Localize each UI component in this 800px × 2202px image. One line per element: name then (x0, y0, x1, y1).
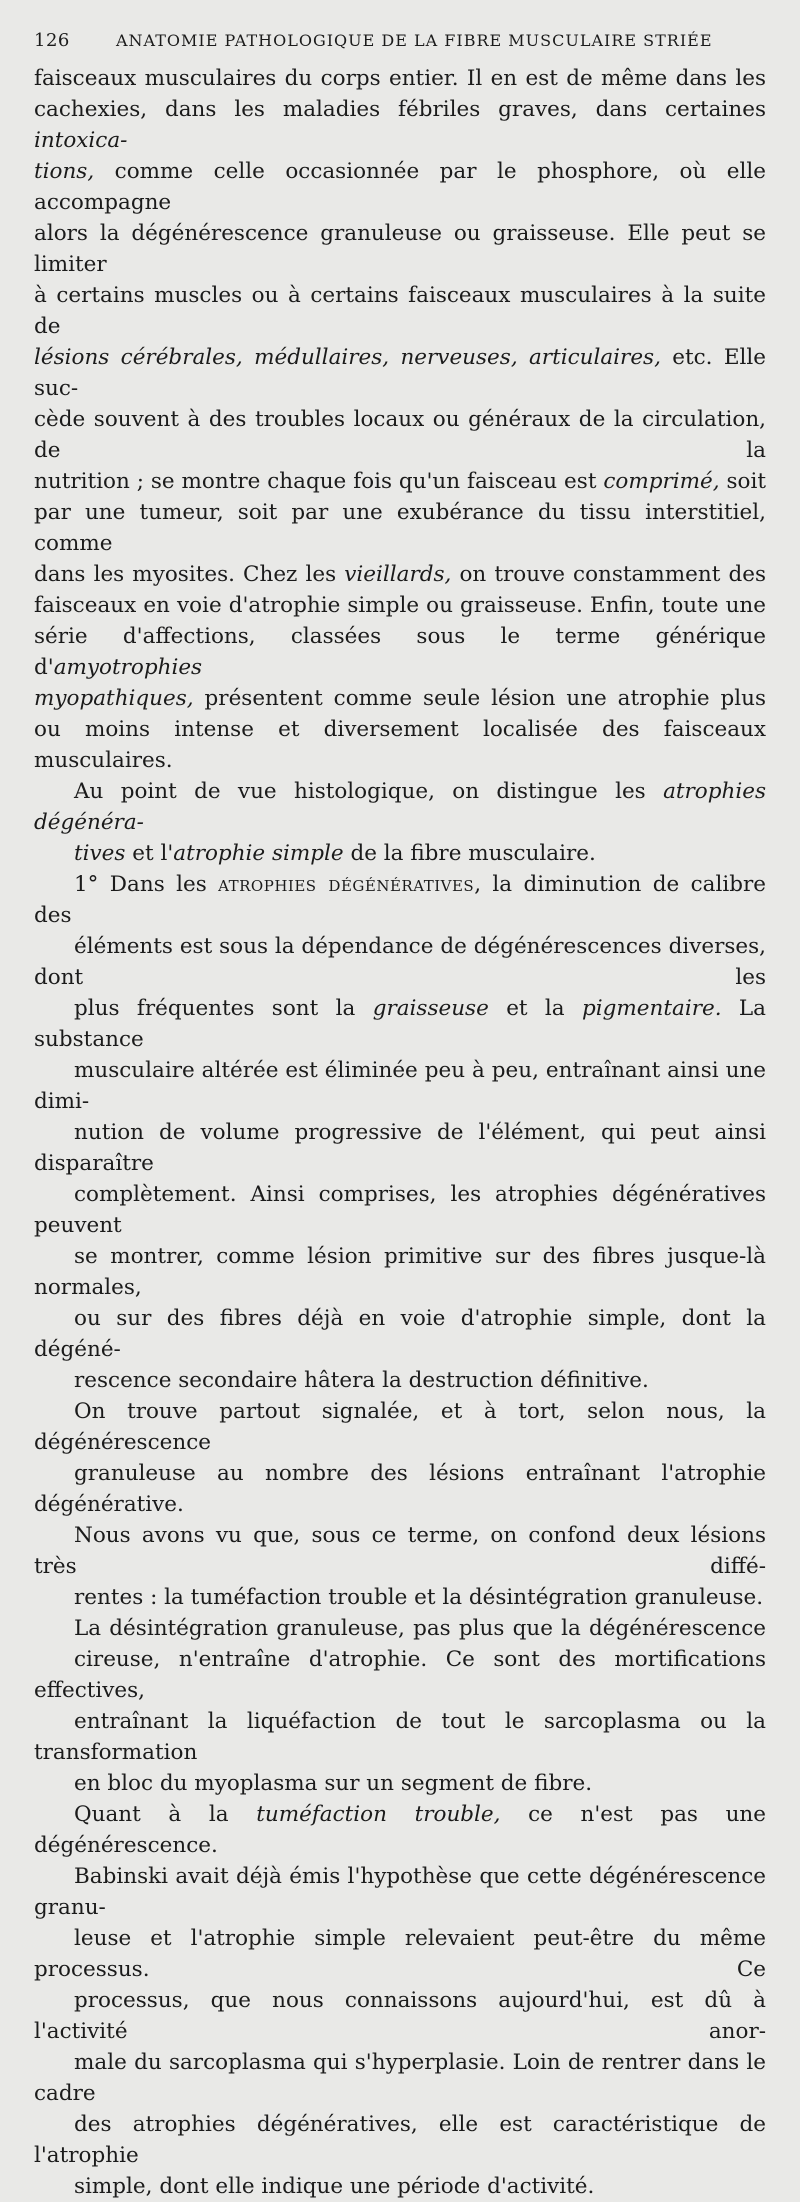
text-line (34, 1613, 766, 1644)
text-line (34, 2047, 766, 2109)
text-line (34, 838, 766, 869)
text-line (34, 63, 766, 94)
text-line (34, 497, 766, 559)
italic-run: atrophies dégénéra- (34, 779, 766, 835)
text-line (34, 1117, 766, 1179)
text-line (34, 280, 766, 342)
text-run: de la fibre musculaire. (343, 841, 596, 866)
text-line (34, 1923, 766, 1985)
text-run: nution de volume progressive de l'élément, qui peut ainsi disparaître (34, 1120, 766, 1176)
italic-run: tives (74, 841, 126, 866)
text-run: et la (488, 996, 582, 1021)
text-line (34, 1799, 766, 1861)
text-run: à certains muscles ou à certains faisceaux musculaires à la suite de (34, 283, 766, 339)
running-header (34, 30, 766, 51)
text-line (34, 1241, 766, 1303)
text-run: 1° Dans les (74, 872, 219, 897)
text-run: rentes : la tuméfaction trouble et la désintégration granuleuse. (74, 1585, 764, 1610)
italic-run: intoxica- (34, 128, 128, 153)
text-run: On trouve partout signalée, et à tort, selon nous, la dégénérescence (34, 1399, 766, 1455)
text-line (34, 714, 766, 776)
text-run: éléments est sous la dépendance de dégénérescences diverses, dont les (34, 934, 766, 990)
small-caps-run: atrophies dégénératives (218, 872, 475, 897)
text-run: cède souvent à des troubles locaux ou généraux de la circulation, de la (34, 407, 766, 463)
text-run: musculaire altérée est éliminée peu à peu, entraînant ainsi une dimi- (34, 1058, 766, 1114)
text-line (34, 1985, 766, 2047)
text-run: granuleuse au nombre des lésions entraînant l'atrophie dégénérative. (34, 1461, 766, 1517)
text-run: Nous avons vu que, sous ce terme, on confond deux lésions très diffé- (34, 1523, 766, 1579)
text-run: alors la dégénérescence granuleuse ou graisseuse. Elle peut se limiter (34, 221, 766, 277)
text-run: présentent comme seule lésion une atrophie plus (193, 686, 766, 711)
text-run: cireuse, n'entraîne d'atrophie. Ce sont des mortifications effectives, (34, 1647, 766, 1703)
text-run: La substance (34, 996, 766, 1052)
text-line (34, 156, 766, 218)
text-line (34, 2171, 766, 2202)
text-run: nutrition ; se montre chaque fois qu'un faisceau est (34, 469, 604, 494)
text-line (34, 1861, 766, 1923)
text-run: et l' (125, 841, 174, 866)
text-line (34, 1520, 766, 1582)
text-line (34, 404, 766, 466)
text-run: ou sur des fibres déjà en voie d'atrophie simple, dont la dégéné- (34, 1306, 766, 1362)
italic-run: pigmentaire. (582, 996, 722, 1021)
text-run: Au point de vue histologique, on distingue les (74, 779, 664, 804)
text-run: cachexies, dans les maladies fébriles graves, dans certaines (34, 97, 766, 122)
text-run: plus fréquentes sont la (74, 996, 373, 1021)
text-run: male du sarcoplasma qui s'hyperplasie. Loin de rentrer dans le cadre (34, 2050, 766, 2106)
text-run: Quant à la (74, 1802, 257, 1827)
italic-run: myopathiques, (34, 686, 194, 711)
paragraph (34, 869, 766, 1396)
text-line (34, 466, 766, 497)
text-line (34, 1706, 766, 1768)
italic-run: comprimé, (603, 469, 720, 494)
body-text (34, 63, 766, 2202)
italic-run: lésions cérébrales, médullaires, nerveuses, articulaires, (34, 345, 661, 370)
text-line (34, 1179, 766, 1241)
italic-run: atrophie simple (173, 841, 344, 866)
text-run: faisceaux musculaires du corps entier. Il en est de même dans les (34, 66, 766, 91)
text-run: etc. Elle suc- (34, 345, 766, 401)
text-run: complètement. Ainsi comprises, les atrophies dégénératives peuvent (34, 1182, 766, 1238)
text-line (34, 1644, 766, 1706)
running-title: ANATOMIE PATHOLOGIQUE DE LA FIBRE MUSCULAIRE STRIÉE (116, 31, 713, 50)
text-line (34, 1582, 766, 1613)
paragraph (34, 1396, 766, 1613)
italic-run: amyotrophies (53, 655, 203, 680)
paragraph (34, 1613, 766, 1799)
text-line (34, 590, 766, 621)
text-run: on trouve constamment des (451, 562, 766, 587)
paragraph (34, 63, 766, 776)
paragraph (34, 776, 766, 869)
text-line (34, 342, 766, 404)
text-run: par une tumeur, soit par une exubérance du tissu interstitiel, comme (34, 500, 766, 556)
text-line (34, 1303, 766, 1365)
italic-run: vieillards, (344, 562, 452, 587)
text-line (34, 1365, 766, 1396)
text-line (34, 2109, 766, 2171)
text-line (34, 94, 766, 156)
text-run: soit (719, 469, 767, 494)
paragraph (34, 1799, 766, 2202)
text-run: , la diminution de calibre des (34, 872, 766, 928)
italic-run: tions, (34, 159, 95, 184)
text-run: faisceaux en voie d'atrophie simple ou graisseuse. Enfin, toute une (34, 593, 766, 618)
text-run: simple, dont elle indique une période d'activité. (74, 2174, 595, 2199)
text-run: en bloc du myoplasma sur un segment de fibre. (74, 1771, 593, 1796)
text-run: La désintégration granuleuse, pas plus que la dégénérescence (74, 1616, 766, 1641)
text-line (34, 869, 766, 931)
text-run: Babinski avait déjà émis l'hypothèse que cette dégénérescence granu- (34, 1864, 766, 1920)
text-line (34, 993, 766, 1055)
text-line (34, 621, 766, 683)
text-run: processus, que nous connaissons aujourd'hui, est dû à l'activité anor- (34, 1988, 766, 2044)
text-run: entraînant la liquéfaction de tout le sarcoplasma ou la transformation (34, 1709, 766, 1765)
text-line (34, 1396, 766, 1458)
italic-run: graisseuse (372, 996, 489, 1021)
text-run: leuse et l'atrophie simple relevaient peut-être du même processus. Ce (34, 1926, 766, 1982)
text-line (34, 683, 766, 714)
text-run: ce n'est pas une dégénérescence. (34, 1802, 767, 1858)
text-run: comme celle occasionnée par le phosphore, où elle accompagne (34, 159, 766, 215)
text-line (34, 1768, 766, 1799)
text-line (34, 559, 766, 590)
text-line (34, 218, 766, 280)
text-run: série d'affections, classées sous le terme générique d' (34, 624, 766, 680)
text-run: dans les myosites. Chez les (34, 562, 345, 587)
text-line (34, 1458, 766, 1520)
italic-run: tuméfaction trouble, (256, 1802, 501, 1827)
text-line (34, 776, 766, 838)
text-run: rescence secondaire hâtera la destruction définitive. (74, 1368, 649, 1393)
text-line (34, 931, 766, 993)
page-number: 126 (34, 30, 70, 51)
text-run: ou moins intense et diversement localisée des faisceaux musculaires. (34, 717, 766, 773)
text-line (34, 1055, 766, 1117)
text-run: se montrer, comme lésion primitive sur des fibres jusque-là normales, (34, 1244, 766, 1300)
text-run: des atrophies dégénératives, elle est caractéristique de l'atrophie (34, 2112, 766, 2168)
